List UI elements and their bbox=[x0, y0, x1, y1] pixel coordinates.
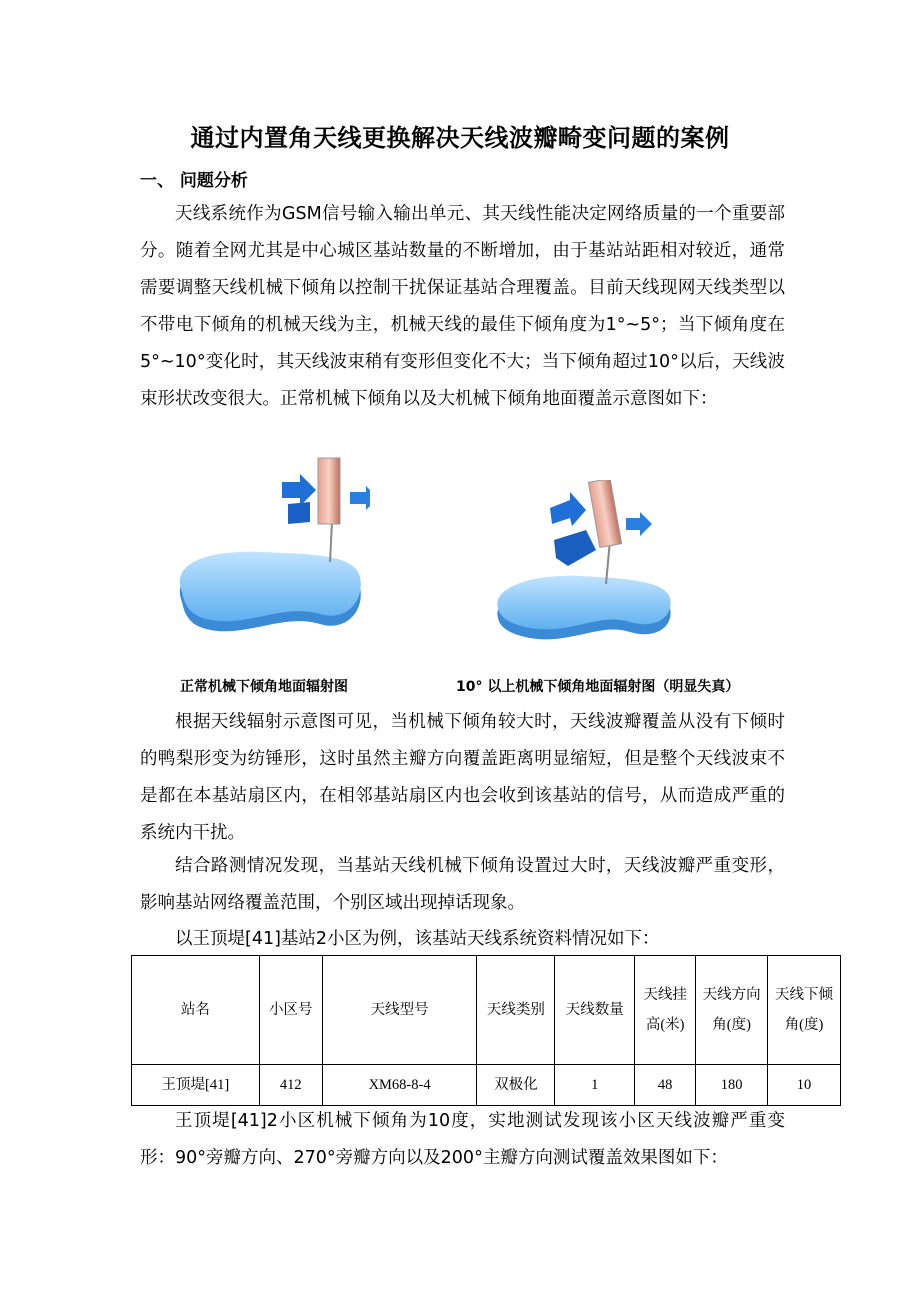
table-cell: 180 bbox=[696, 1065, 768, 1106]
paragraph-test-result: 王顶堤[41]2小区机械下倾角为10度，实地测试发现该小区天线波瓣严重变形：90°旁瓣方向、270°旁瓣方向以及200°主瓣方向测试覆盖效果图如下： bbox=[140, 1111, 785, 1168]
table-cell: XM68-8-4 bbox=[322, 1065, 477, 1106]
table-cell: 10 bbox=[768, 1065, 841, 1106]
figure-caption-right: 10° 以上机械下倾角地面辐射图（明显失真） bbox=[456, 679, 740, 695]
header-cell: 天线下倾角(度) bbox=[768, 956, 841, 1065]
paragraph-example: 以王顶堤[41]基站2小区为例，该基站天线系统资料情况如下： bbox=[175, 929, 660, 949]
paragraph-drive-test: 结合路测情况发现，当基站天线机械下倾角设置过大时，天线波瓣严重变形，影响基站网络覆盖范围，个别区域出现掉话现象。 bbox=[140, 856, 785, 913]
table-cell: 48 bbox=[635, 1065, 696, 1106]
header-cell: 天线数量 bbox=[555, 956, 635, 1065]
table-cell: 1 bbox=[555, 1065, 635, 1106]
table-header-row bbox=[132, 956, 841, 1065]
header-cell: 天线型号 bbox=[322, 956, 477, 1065]
document-title: 通过内置角天线更换解决天线波瓣畸变问题的案例 bbox=[190, 124, 730, 152]
header-cell: 小区号 bbox=[259, 956, 322, 1065]
table-row bbox=[132, 1065, 841, 1106]
paragraph-intro: 天线系统作为GSM信号输入输出单元、其天线性能决定网络质量的一个重要部分。随着全网尤其是中心城区基站数量的不断增加，由于基站站距相对较近，通常需要调整天线机械下倾角以控制干扰保证基站合理覆盖。目前天线现网天线类型以不带电下倾角的机械天线为主，机械天线的最佳下倾角度为1°~5°；当下倾角度在5°~10°变化时，其天线波束稍有变形但变化不大；当下倾角超过10°以后，天线波束形状改变很大。正常机械下倾角以及大机械下倾角地面覆盖示意图如下： bbox=[140, 204, 785, 409]
header-cell: 天线类别 bbox=[477, 956, 555, 1065]
header-cell: 站名 bbox=[132, 956, 260, 1065]
table-cell: 412 bbox=[259, 1065, 322, 1106]
figure-caption-left: 正常机械下倾角地面辐射图 bbox=[180, 679, 348, 695]
table-cell: 王顶堤[41] bbox=[132, 1065, 260, 1106]
table-cell: 双极化 bbox=[477, 1065, 555, 1106]
section-heading: 一、 问题分析 bbox=[140, 171, 248, 191]
header-cell: 天线挂高(米) bbox=[635, 956, 696, 1065]
large-downtilt-figure bbox=[490, 480, 690, 650]
header-cell: 天线方向角(度) bbox=[696, 956, 768, 1065]
normal-downtilt-figure bbox=[170, 452, 370, 652]
antenna-info-table bbox=[131, 955, 841, 1106]
paragraph-analysis: 根据天线辐射示意图可见，当机械下倾角较大时，天线波瓣覆盖从没有下倾时的鸭梨形变为纺锤形，这时虽然主瓣方向覆盖距离明显缩短，但是整个天线波束不是都在本基站扇区内，在相邻基站扇区内也会收到该基站的信号，从而造成严重的系统内干扰。 bbox=[140, 712, 785, 843]
